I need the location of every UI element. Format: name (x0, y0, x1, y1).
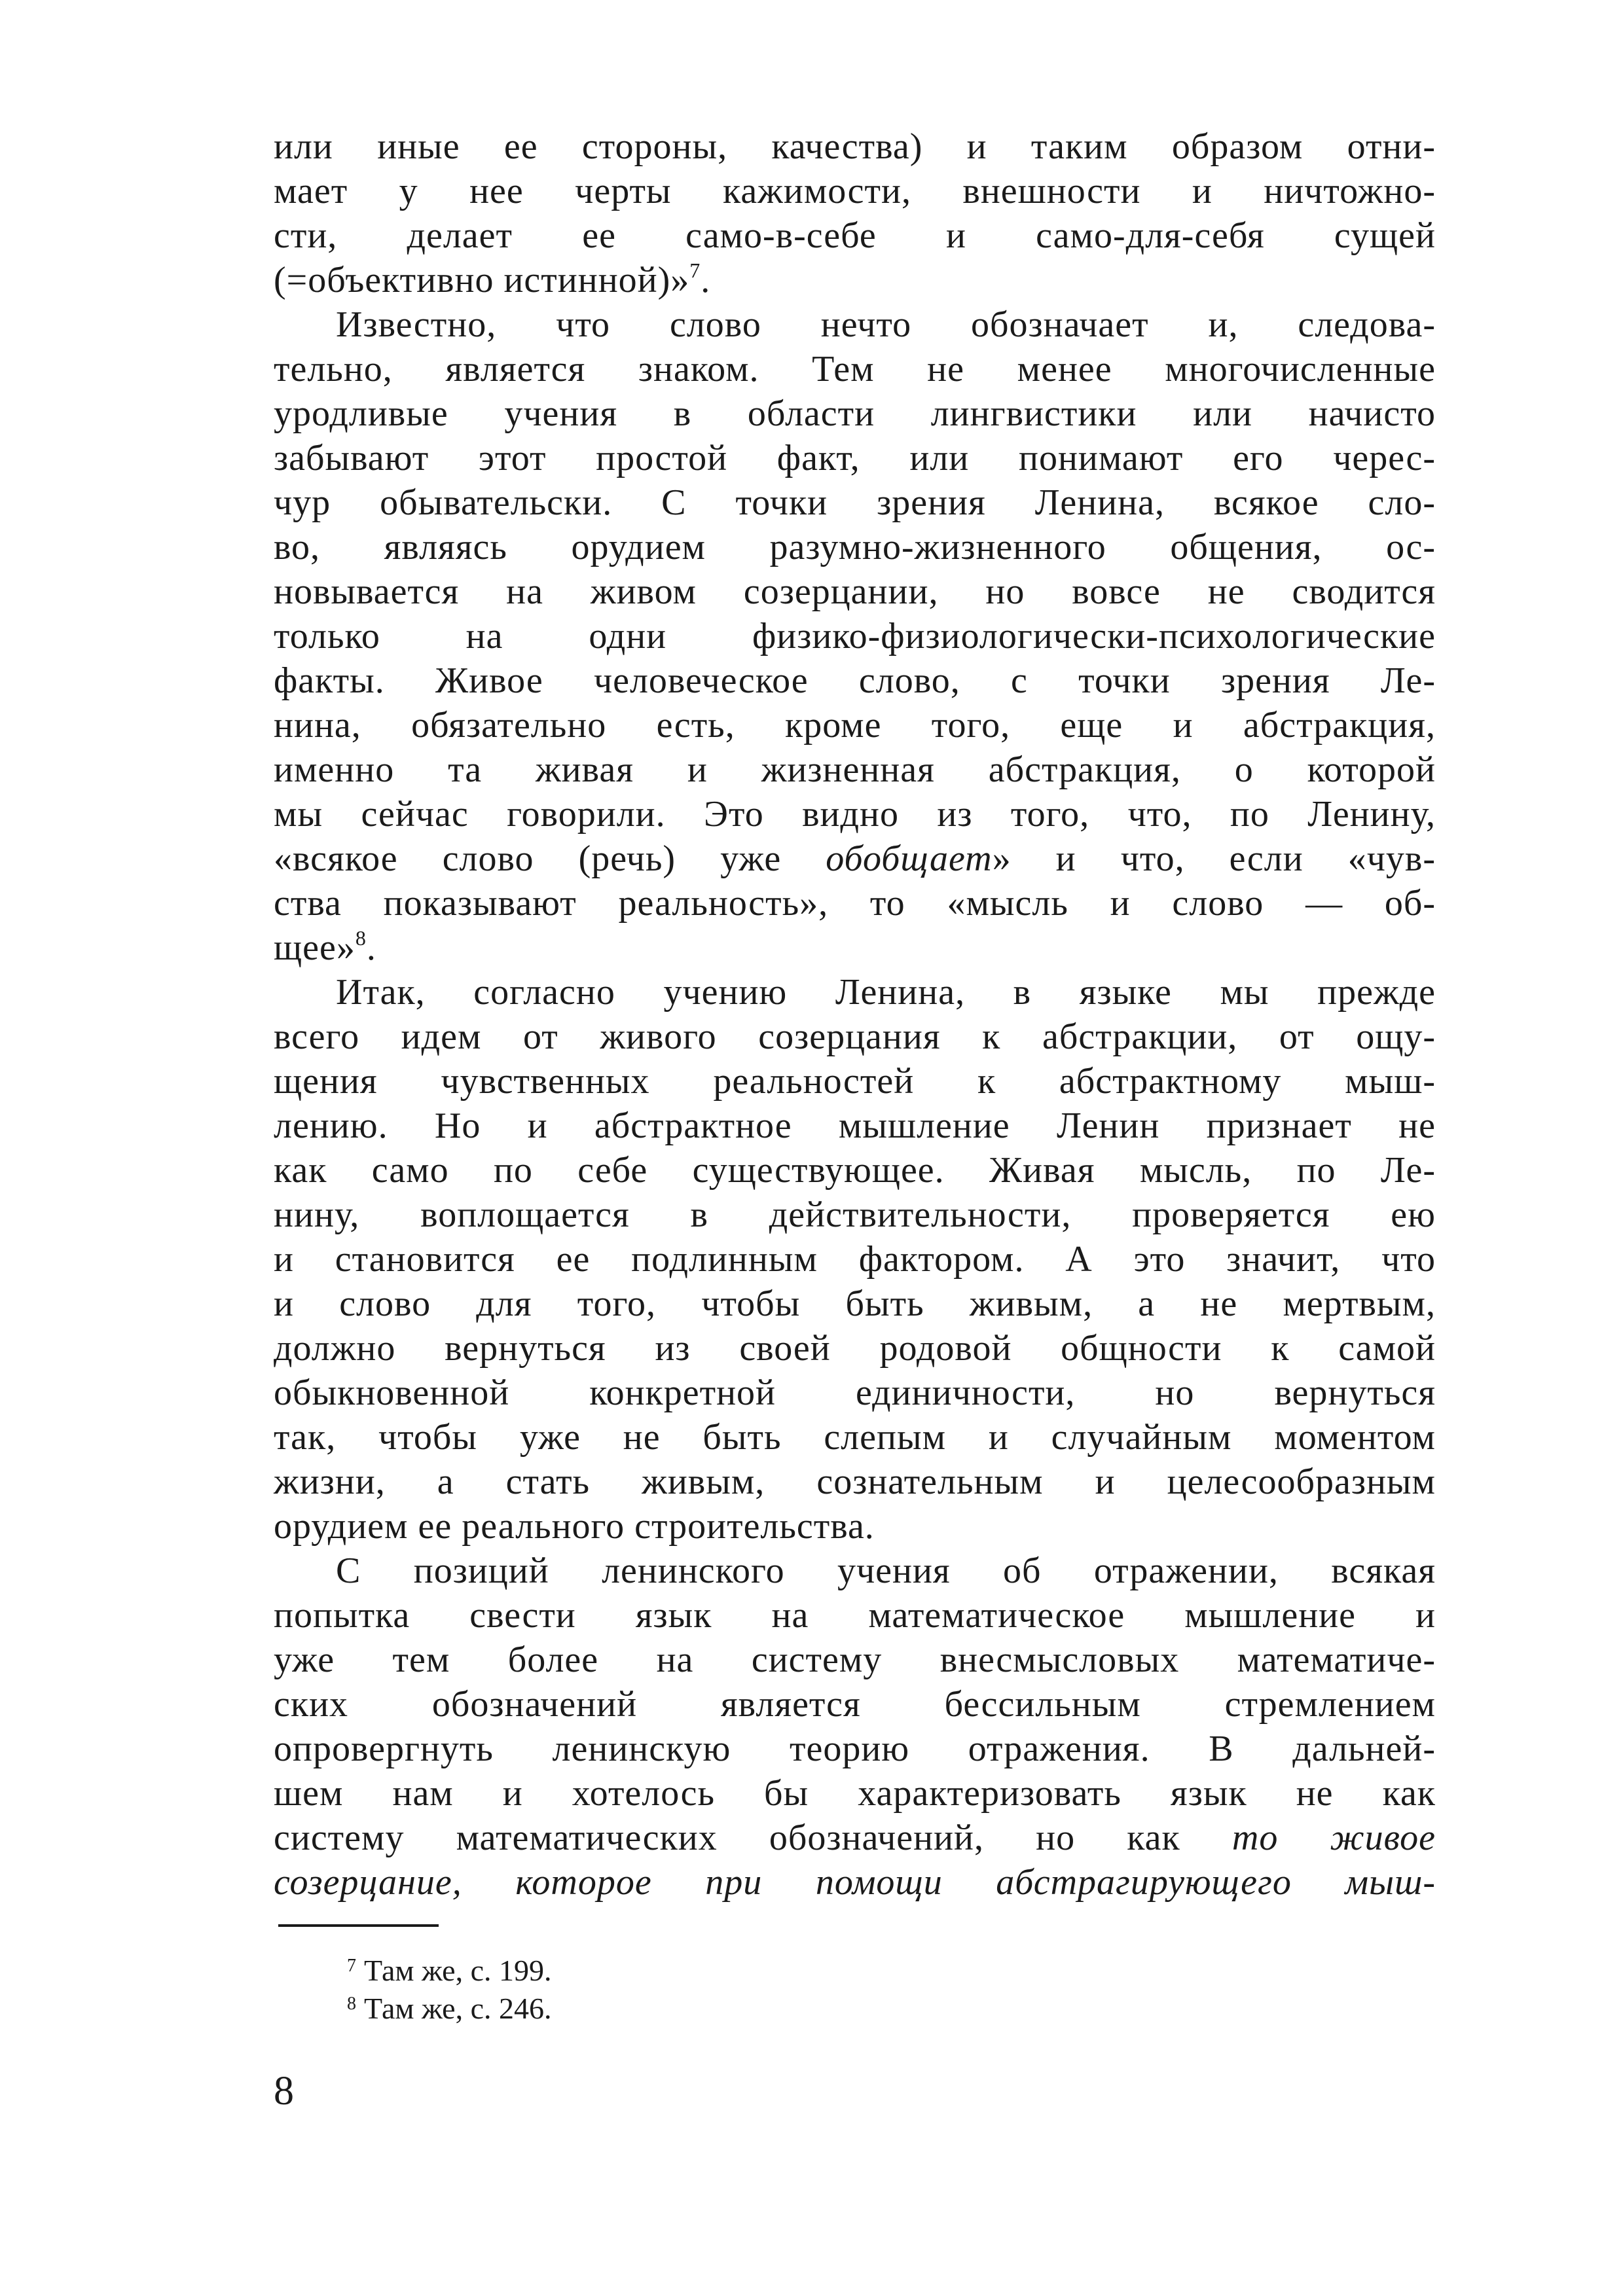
text-line (274, 703, 1436, 747)
line-text: орудием ее реального строительства. (274, 1506, 875, 1547)
text-line (274, 881, 1436, 925)
text-line (274, 747, 1436, 792)
text-line (274, 1326, 1436, 1371)
text-line (274, 302, 1436, 347)
line-text: так, чтобы уже не быть слепым и случайным моментом (274, 1417, 1436, 1458)
line-text: тельно, является знаком. Тем не менее многочисленные (274, 349, 1436, 389)
text-line (274, 1059, 1436, 1103)
line-text: уже тем более на систему внесмысловых математиче- (274, 1640, 1436, 1680)
line-text: мы сейчас говорили. Это видно из того, что, по Ленину, (274, 794, 1436, 834)
text-line (274, 480, 1436, 525)
line-text: ских обозначений является бессильным стремлением (274, 1684, 1436, 1725)
line-text: забывают этот простой факт, или понимают его черес- (274, 438, 1436, 478)
text-line (274, 1103, 1436, 1148)
line-tail: . (701, 260, 711, 300)
line-text: (=объективно истинной)» (274, 260, 690, 300)
text-line (274, 1593, 1436, 1638)
line-text: опровергнуть ленинскую теорию отражения. В дальней- (274, 1729, 1436, 1769)
text-line (274, 213, 1436, 258)
footnote-item (347, 1947, 552, 1985)
line-text: Итак, согласно учению Ленина, в языке мы прежде (336, 972, 1436, 1013)
line-text: всего идем от живого созерцания к абстракции, от ощу- (274, 1016, 1436, 1057)
text-line (274, 1282, 1436, 1326)
line-text: попытка свести язык на математическое мышление и (274, 1595, 1436, 1636)
text-line (274, 970, 1436, 1014)
text-line (274, 436, 1436, 480)
text-line (274, 792, 1436, 836)
footnote-item (347, 1985, 552, 2023)
line-text: уродливые учения в области лингвистики или начисто (274, 393, 1436, 434)
text-line (274, 124, 1436, 169)
text-line (274, 1638, 1436, 1682)
emphasis-text: то живое (1231, 1818, 1436, 1858)
footnotes (347, 1947, 552, 2023)
line-text: и становится ее подлинным фактором. А это значит, что (274, 1239, 1436, 1280)
line-text-after: » и что, если «чув- (992, 838, 1436, 879)
line-text: щения чувственных реальностей к абстрактному мыш- (274, 1061, 1436, 1102)
text-line (274, 1504, 1436, 1549)
text-line (274, 836, 1436, 881)
line-text: лению. Но и абстрактное мышление Ленин признает не (274, 1105, 1436, 1146)
emphasis-text: созерцание, которое при помощи абстрагирующего мыш- (274, 1862, 1436, 1903)
line-text: нину, воплощается в действительности, проверяется ею (274, 1194, 1436, 1235)
emphasis-text: обобщает (826, 838, 993, 879)
line-text: нина, обязательно есть, кроме того, еще и абстракция, (274, 705, 1436, 745)
text-line (274, 1682, 1436, 1727)
text-line (274, 347, 1436, 391)
line-text: щее» (274, 927, 356, 968)
footnote-number: 7 (347, 1956, 356, 1976)
line-text: факты. Живое человеческое слово, с точки зрения Ле- (274, 660, 1436, 701)
line-text: как само по себе существующее. Живая мысль, по Ле- (274, 1150, 1436, 1191)
text-line (274, 391, 1436, 436)
line-text: С позиций ленинского учения об отражении, всякая (336, 1551, 1436, 1591)
line-text: именно та живая и жизненная абстракция, о которой (274, 749, 1436, 790)
text-line (274, 569, 1436, 614)
line-text: должно вернуться из своей родовой общности к самой (274, 1328, 1436, 1369)
text-line (274, 1415, 1436, 1460)
page-number: 8 (274, 2069, 294, 2113)
line-text: во, являясь орудием разумно-жизненного общения, ос- (274, 527, 1436, 567)
text-line (274, 525, 1436, 569)
text-line (274, 1371, 1436, 1415)
line-text: Известно, что слово нечто обозначает и, следова- (336, 304, 1436, 345)
text-line (274, 1014, 1436, 1059)
line-text: мает у нее черты кажимости, внешности и ничтожно- (274, 171, 1436, 211)
footnote-divider (278, 1924, 439, 1927)
body-text (274, 124, 1436, 1905)
text-line (274, 1193, 1436, 1237)
text-line (274, 1860, 1436, 1905)
line-text: шем нам и хотелось бы характеризовать язык не как (274, 1773, 1436, 1814)
text-line (274, 258, 1436, 302)
text-line (274, 169, 1436, 213)
line-text: обыкновенной конкретной единичности, но вернуться (274, 1372, 1436, 1413)
line-text: ства показывают реальность», то «мысль и слово — об- (274, 883, 1436, 924)
text-line (274, 1771, 1436, 1816)
line-text: или иные ее стороны, качества) и таким образом отни- (274, 126, 1436, 167)
text-line (274, 614, 1436, 658)
line-text: только на одни физико-физиологически-психологические (274, 616, 1436, 656)
text-line (274, 1549, 1436, 1593)
text-line (274, 925, 1436, 970)
line-tail: . (366, 927, 376, 968)
line-text: «всякое слово (речь) уже (274, 838, 826, 879)
footnote-marker[interactable]: 8 (355, 926, 367, 950)
text-line (274, 1460, 1436, 1504)
footnote-marker[interactable]: 7 (689, 259, 701, 282)
text-line (274, 1237, 1436, 1282)
text-line (274, 658, 1436, 703)
footnote-text: Там же, с. 199. (364, 1954, 552, 1987)
line-text: новывается на живом созерцании, но вовсе не сводится (274, 571, 1436, 612)
text-line (274, 1148, 1436, 1193)
text-line (274, 1816, 1436, 1860)
line-text: чур обывательски. С точки зрения Ленина, всякое сло- (274, 482, 1436, 523)
line-text: систему математических обозначений, но как (274, 1818, 1232, 1858)
line-text: сти, делает ее само-в-себе и само-для-себя сущей (274, 215, 1436, 256)
text-line (274, 1727, 1436, 1771)
footnote-number: 8 (347, 1994, 356, 2014)
line-text: и слово для того, чтобы быть живым, а не мертвым, (274, 1283, 1436, 1324)
footnote-text: Там же, с. 246. (364, 1992, 552, 2025)
line-text: жизни, а стать живым, сознательным и целесообразным (274, 1462, 1436, 1502)
